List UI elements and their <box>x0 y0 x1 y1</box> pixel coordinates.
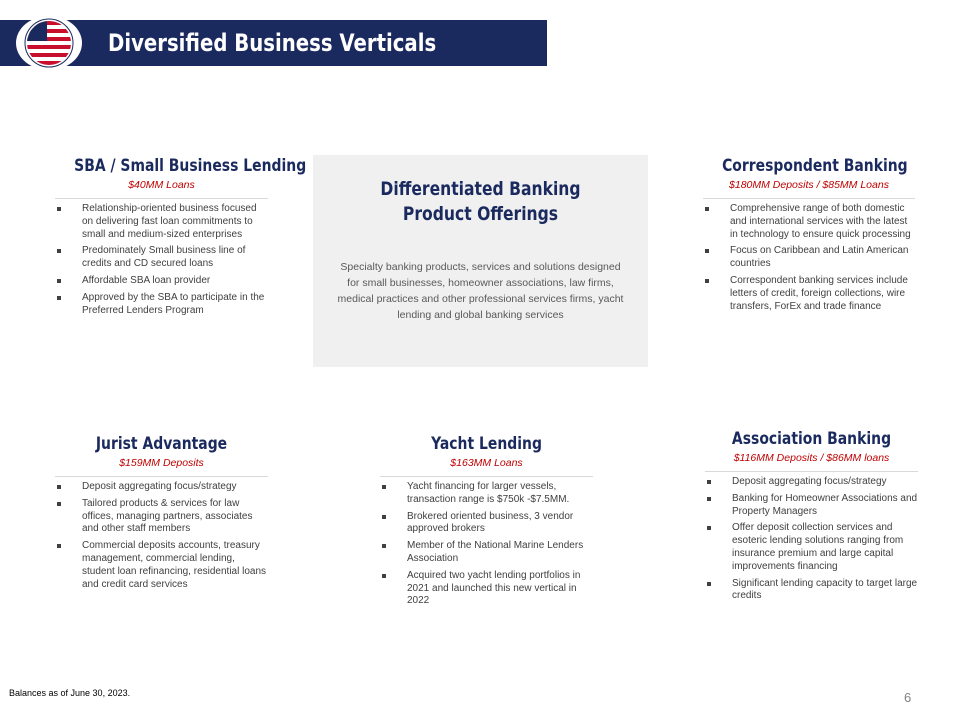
list-item: Deposit aggregating focus/strategy <box>55 481 268 494</box>
bullet-icon <box>382 574 386 578</box>
list-item: Banking for Homeowner Associations and Property Managers <box>705 493 918 519</box>
bullet-icon <box>57 296 61 300</box>
bullet-icon <box>707 526 711 530</box>
bullet-icon <box>57 502 61 506</box>
section-yacht <box>380 433 593 612</box>
section-subtitle: $40MM Loans <box>128 179 195 191</box>
bullet-icon <box>707 480 711 484</box>
bullet-list <box>703 203 915 313</box>
page-title: Diversified Business Verticals <box>108 29 437 57</box>
list-item: Offer deposit collection services and esoteric lending solutions ranging from insurance premium and large capital improvements financing <box>705 522 918 573</box>
divider <box>55 198 268 199</box>
section-correspondent <box>703 155 915 317</box>
list-item: Approved by the SBA to participate in the Preferred Lenders Program <box>55 292 268 318</box>
center-description: Specialty banking products, services and solutions designed for small businesses, homeowner associations, law firms, medical practices and other professional services firms, yacht lending and global banking services <box>337 261 624 321</box>
section-association <box>705 428 918 607</box>
section-subtitle: $159MM Deposits <box>119 457 204 469</box>
center-title: Differentiated Banking Product Offerings <box>380 178 581 225</box>
page-number: 6 <box>904 690 912 705</box>
bullet-icon <box>57 544 61 548</box>
list-item: Yacht financing for larger vessels, transaction range is $750k -$7.5MM. <box>380 481 593 507</box>
bullet-icon <box>707 497 711 501</box>
bullet-icon <box>707 582 711 586</box>
bullet-icon <box>57 279 61 283</box>
bullet-list <box>55 481 268 591</box>
flag-emblem-icon <box>16 16 82 70</box>
divider <box>703 198 915 199</box>
bullet-icon <box>705 279 709 283</box>
list-item: Predominately Small business line of credits and CD secured loans <box>55 245 268 271</box>
bullet-icon <box>57 485 61 489</box>
divider <box>380 476 593 477</box>
section-subtitle: $163MM Loans <box>450 457 523 469</box>
section-subtitle: $180MM Deposits / $85MM Loans <box>729 179 889 191</box>
list-item: Comprehensive range of both domestic and international services with the latest in technology to ensure quick processing <box>703 203 915 241</box>
bullet-icon <box>57 207 61 211</box>
section-title: Association Banking <box>731 429 892 449</box>
list-item: Acquired two yacht lending portfolios in 2021 and launched this new vertical in 2022 <box>380 570 593 608</box>
list-item: Focus on Caribbean and Latin American countries <box>703 245 915 271</box>
list-item: Member of the National Marine Lenders Association <box>380 540 593 566</box>
list-item: Commercial deposits accounts, treasury management, commercial lending, student loan refinancing, residential loans and credit card services <box>55 540 268 591</box>
bullet-list <box>380 481 593 608</box>
section-sba <box>55 155 307 321</box>
bullet-icon <box>382 485 386 489</box>
list-item: Brokered oriented business, 3 vendor approved brokers <box>380 511 593 537</box>
divider <box>705 471 918 472</box>
bullet-list <box>55 203 268 317</box>
list-item: Significant lending capacity to target large credits <box>705 578 918 604</box>
bullet-icon <box>382 515 386 519</box>
divider <box>55 476 268 477</box>
list-item: Deposit aggregating focus/strategy <box>705 476 918 489</box>
center-panel <box>313 155 648 367</box>
list-item: Relationship-oriented business focused on delivering fast loan commitments to small and medium-sized enterprises <box>55 203 268 241</box>
bullet-icon <box>57 249 61 253</box>
section-title: SBA / Small Business Lending <box>74 156 307 176</box>
list-item: Affordable SBA loan provider <box>55 275 268 288</box>
section-subtitle: $116MM Deposits / $86MM loans <box>733 452 890 464</box>
list-item: Tailored products & services for law offices, managing partners, associates and other staff members <box>55 498 268 536</box>
list-item: Correspondent banking services include letters of credit, foreign collections, wire transfers, ForEx and trade finance <box>703 275 915 313</box>
bullet-list <box>705 476 918 603</box>
section-title: Jurist Advantage <box>95 434 228 454</box>
footnote: Balances as of June 30, 2023. <box>9 688 131 698</box>
section-title: Yacht Lending <box>431 434 542 454</box>
bullet-icon <box>382 544 386 548</box>
bullet-icon <box>705 207 709 211</box>
section-jurist <box>55 433 268 595</box>
bullet-icon <box>705 249 709 253</box>
section-title: Correspondent Banking <box>722 156 908 176</box>
